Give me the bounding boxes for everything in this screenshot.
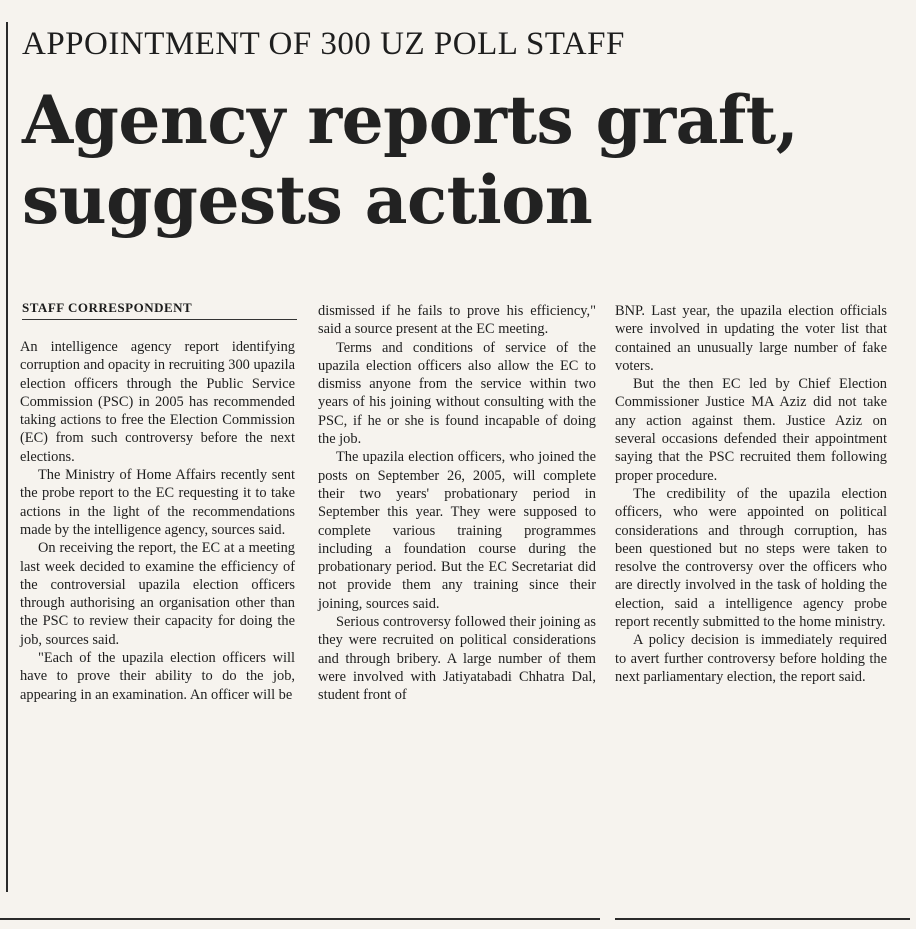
paragraph: BNP. Last year, the upazila election officials were involved in updating the voter list that contained an unusually large number of fake voters. [615, 303, 887, 374]
byline: STAFF CORRESPONDENT [22, 300, 297, 320]
bottom-rule-right [615, 918, 910, 920]
paragraph: An intelligence agency report identifying corruption and opacity in recruiting 300 upazila election officers through the Public Service Commission (PSC) in 2005 has recommended taking actions to free the Election Commission (EC) from such controversy before the next elections. [20, 339, 295, 465]
article-column-1 [20, 338, 295, 704]
bottom-rule-left [0, 918, 600, 920]
paragraph: The upazila election officers, who joined the posts on September 26, 2005, will complete their two years' probationary period in September this year. They were supposed to complete various training programmes including a foundation course during the probationary period. But the EC Secretariat did not provide them any training since their joining, sources said. [318, 449, 596, 612]
article-column-3 [615, 302, 887, 686]
paragraph: "Each of the upazila election officers will have to prove their ability to do the job, appearing in an examination. An officer will be [20, 650, 295, 703]
paragraph: Terms and conditions of service of the upazila election officers also allow the EC to dismiss anyone from the service within two years of his joining without consulting with the PSC, if he or she is found incapable of doing the job. [318, 339, 596, 448]
paragraph: Serious controversy followed their joining as they were recruited on political considerations and through bribery. A large number of them were involved with Jatiyatabadi Chhatra Dal, student front of [318, 614, 596, 704]
article-column-2 [318, 302, 596, 705]
paragraph: A policy decision is immediately required to avert further controversy before holding the next parliamentary election, the report said. [615, 632, 887, 685]
headline-line-2: suggests action [22, 161, 593, 239]
left-column-rule [6, 22, 8, 892]
paragraph: The credibility of the upazila election officers, who were appointed on political considerations and through corruption, has been questioned but no steps were taken to resolve the controversy over the officers who are directly involved in the task of holding the election, said a intelligence agency probe report recently submitted to the home ministry. [615, 485, 887, 631]
headline [22, 80, 902, 240]
paragraph: On receiving the report, the EC at a meeting last week decided to examine the efficiency of the controversial upazila election officers through authorising an organisation other than the PSC to review their capacity for doing the job, sources said. [20, 540, 295, 648]
paragraph: But the then EC led by Chief Election Commissioner Justice MA Aziz did not take any action against them. Justice Aziz on several occasions defended their appointment saying that the PSC recruited them following proper procedure. [615, 376, 887, 484]
paragraph: dismissed if he fails to prove his efficiency," said a source present at the EC meeting. [318, 303, 596, 338]
kicker-heading: APPOINTMENT OF 300 UZ POLL STAFF [22, 26, 625, 62]
paragraph: The Ministry of Home Affairs recently sent the probe report to the EC requesting it to take actions in the light of the recommendations made by the intelligence agency, sources said. [20, 467, 295, 538]
headline-line-1: Agency reports graft, [22, 81, 799, 159]
